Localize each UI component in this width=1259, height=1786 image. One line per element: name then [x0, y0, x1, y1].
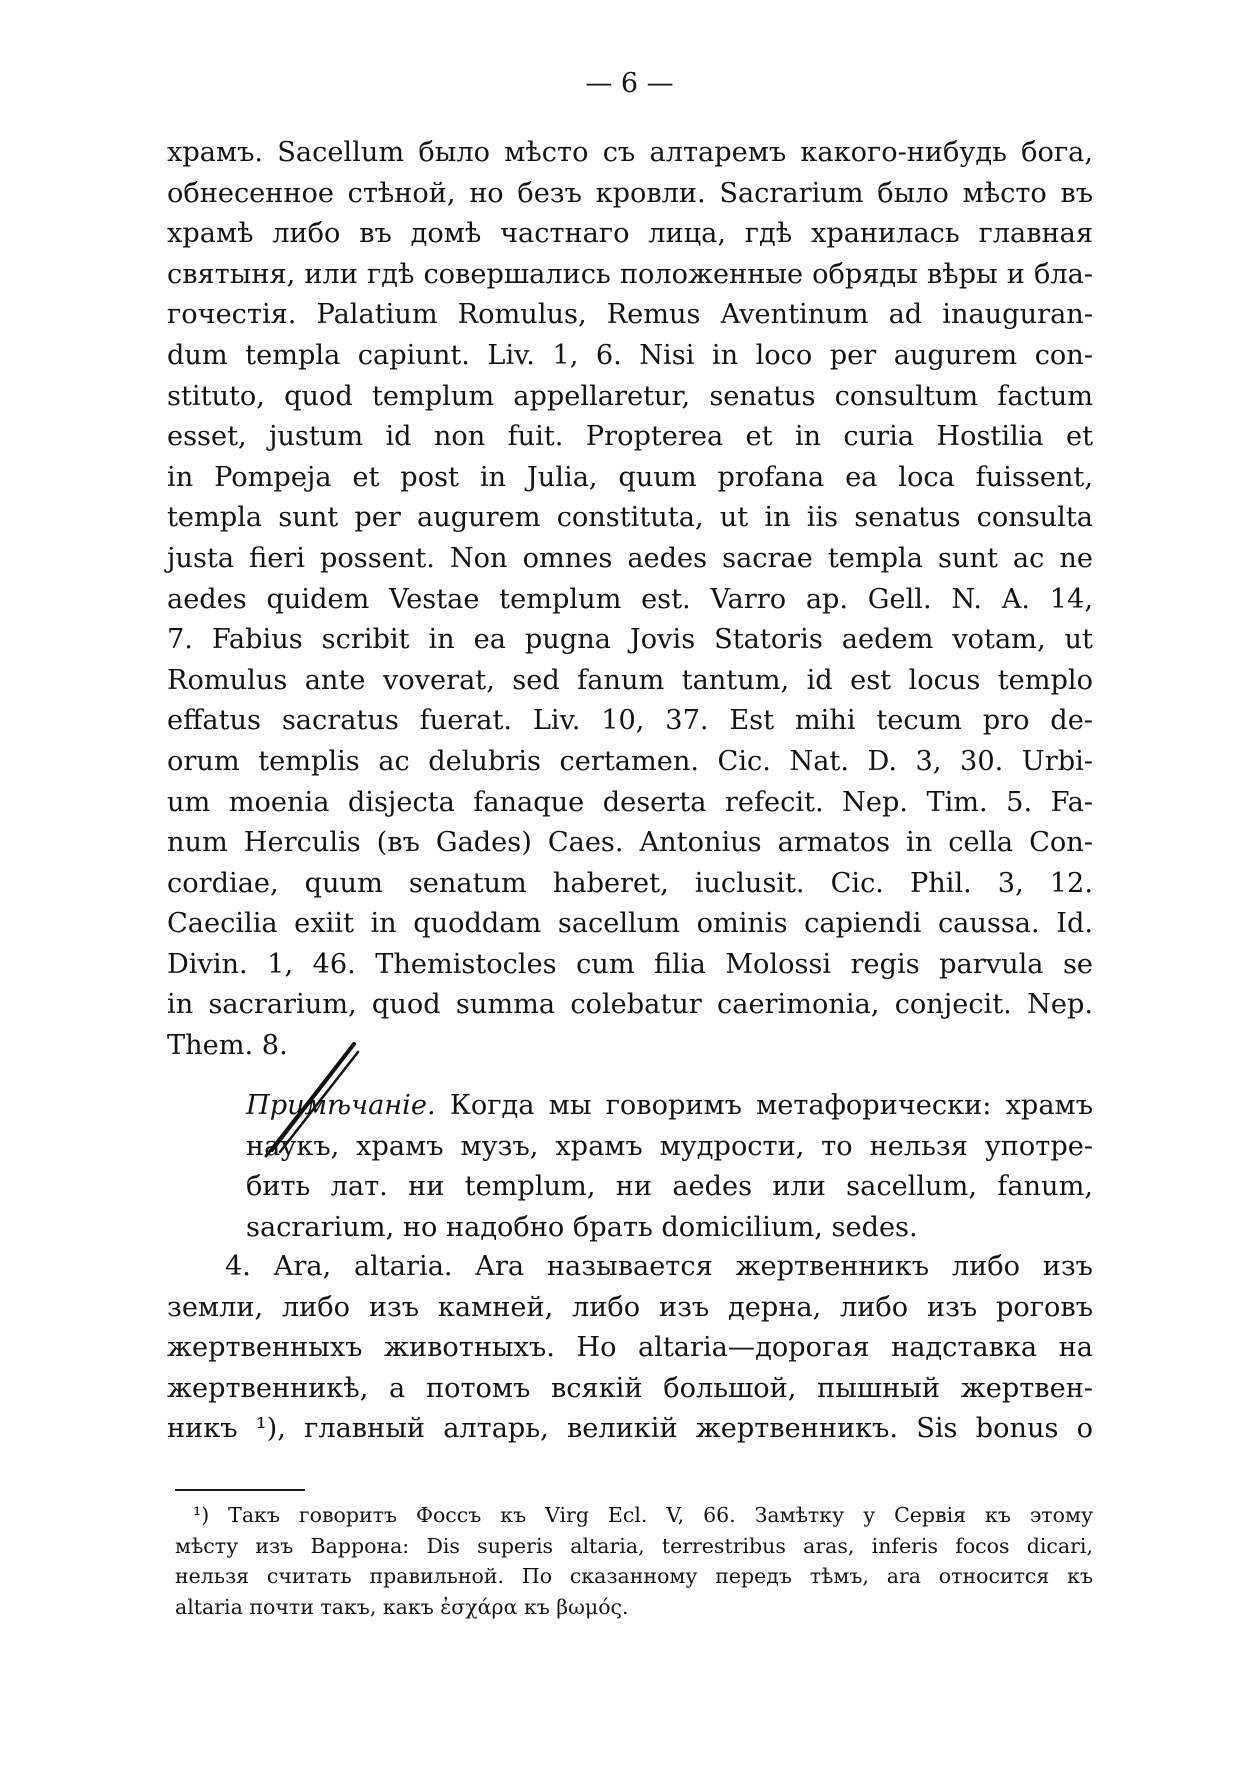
text-line: бить лат. ни templum, ни aedes или sacellum, fanum, [246, 1171, 1093, 1203]
text-line: храмѣ либо въ домѣ частнаго лица, гдѣ хранилась главная [167, 218, 1093, 250]
note-first-line [246, 1086, 1093, 1127]
footnote [175, 1500, 1093, 1622]
text-line: никъ ¹), главный алтарь, великій жертвенникъ. Sis bonus o [167, 1413, 1093, 1445]
text-line: effatus sacratus fuerat. Liv. 10, 37. Est mihi tecum pro de- [167, 705, 1093, 737]
text-line: orum templis ac delubris certamen. Cic. Nat. D. 3, 30. Urbi- [167, 745, 1093, 777]
main-paragraph [167, 133, 1093, 1067]
text-line: обнесенное стѣной, но безъ кровли. Sacrarium было мѣсто въ [167, 177, 1093, 209]
footnote-line: нельзя считать правильной. По сказанному передъ тѣмъ, ara относится къ [175, 1564, 1093, 1588]
page-number: — 6 — [585, 68, 674, 99]
text-line: гочестія. Palatium Romulus, Remus Aventinum ad inauguran- [167, 299, 1093, 331]
text-line: in sacrarium, quod summa colebatur caerimonia, conjecit. Nep. [167, 989, 1093, 1021]
text-line: esset, justum id non fuit. Propterea et in curia Hostilia et [167, 421, 1093, 453]
text-line: justa fieri possent. Non omnes aedes sacrae templa sunt ac ne [167, 542, 1093, 574]
text-line: 7. Fabius scribit in ea pugna Jovis Statoris aedem votam, ut [167, 624, 1093, 656]
text-line: Divin. 1, 46. Themistocles cum filia Molossi regis parvula se [167, 948, 1093, 980]
note-label: Примѣчаніе. [246, 1090, 436, 1121]
text-line: храмъ. Sacellum было мѣсто съ алтаремъ какого-нибудь бога, [167, 137, 1093, 168]
text-line: жертвенныхъ животныхъ. Но altaria—дорогая надставка на [167, 1332, 1093, 1364]
text-line: наукъ, храмъ музъ, храмъ мудрости, то нельзя употре- [246, 1130, 1093, 1162]
text-line: Caecilia exiit in quoddam sacellum ominis capiendi caussa. Id. [167, 908, 1093, 940]
footnote-line: мѣсту изъ Варрона: Dis superis altaria, terrestribus aras, inferis focos dicari, [175, 1533, 1093, 1558]
note-paragraph [246, 1086, 1093, 1248]
text-line: num Herculis (въ Gades) Caes. Antonius armatos in cella Con- [167, 827, 1093, 859]
text-line: Them. 8. [167, 1030, 288, 1062]
text-line: sacrarium, но надобно брать domicilium, sedes. [246, 1211, 918, 1243]
section-4-paragraph [167, 1247, 1093, 1450]
text-line: stituto, quod templum appellaretur, senatus consultum factum [167, 380, 1093, 412]
footnote-line: altaria почти такъ, какъ ἐσχάρα къ βωμός. [175, 1594, 629, 1619]
note-text: Когда мы говоримъ метафорически: храмъ [449, 1090, 1093, 1121]
text-line: жертвенникѣ, а потомъ всякій большой, пышный жертвен- [167, 1372, 1093, 1404]
text-line: aedes quidem Vestae templum est. Varro ap. Gell. N. A. 14, [167, 583, 1093, 615]
text-line: in Pompeja et post in Julia, quum profana ea loca fuissent, [167, 461, 1093, 493]
text-line: Romulus ante voverat, sed fanum tantum, id est locus templo [167, 664, 1093, 696]
text-line: dum templa capiunt. Liv. 1, 6. Nisi in loco per augurem con- [167, 339, 1093, 371]
text-line: cordiae, quum senatum haberet, iuclusit. Cic. Phil. 3, 12. [167, 867, 1093, 899]
text-line: земли, либо изъ камней, либо изъ дерна, либо изъ роговъ [167, 1291, 1093, 1323]
text-line: templa sunt per augurem constituta, ut in iis senatus consulta [167, 502, 1093, 534]
text-line: святыня, или гдѣ совершались положенные обряды вѣры и бла- [167, 258, 1093, 290]
footnote-line: ¹) Такъ говоритъ Фоссъ къ Virg Ecl. V, 66. Замѣтку у Сервія къ этому [193, 1503, 1093, 1527]
section-text: Ara, altaria. Ara называется жертвенникъ либо изъ [273, 1251, 1093, 1282]
section-number: 4. [225, 1251, 251, 1282]
text-line: um moenia disjecta fanaque deserta refecit. Nep. Tim. 5. Fa- [167, 786, 1093, 818]
section-4-first-line [167, 1247, 1093, 1288]
footnote-separator [175, 1489, 305, 1491]
